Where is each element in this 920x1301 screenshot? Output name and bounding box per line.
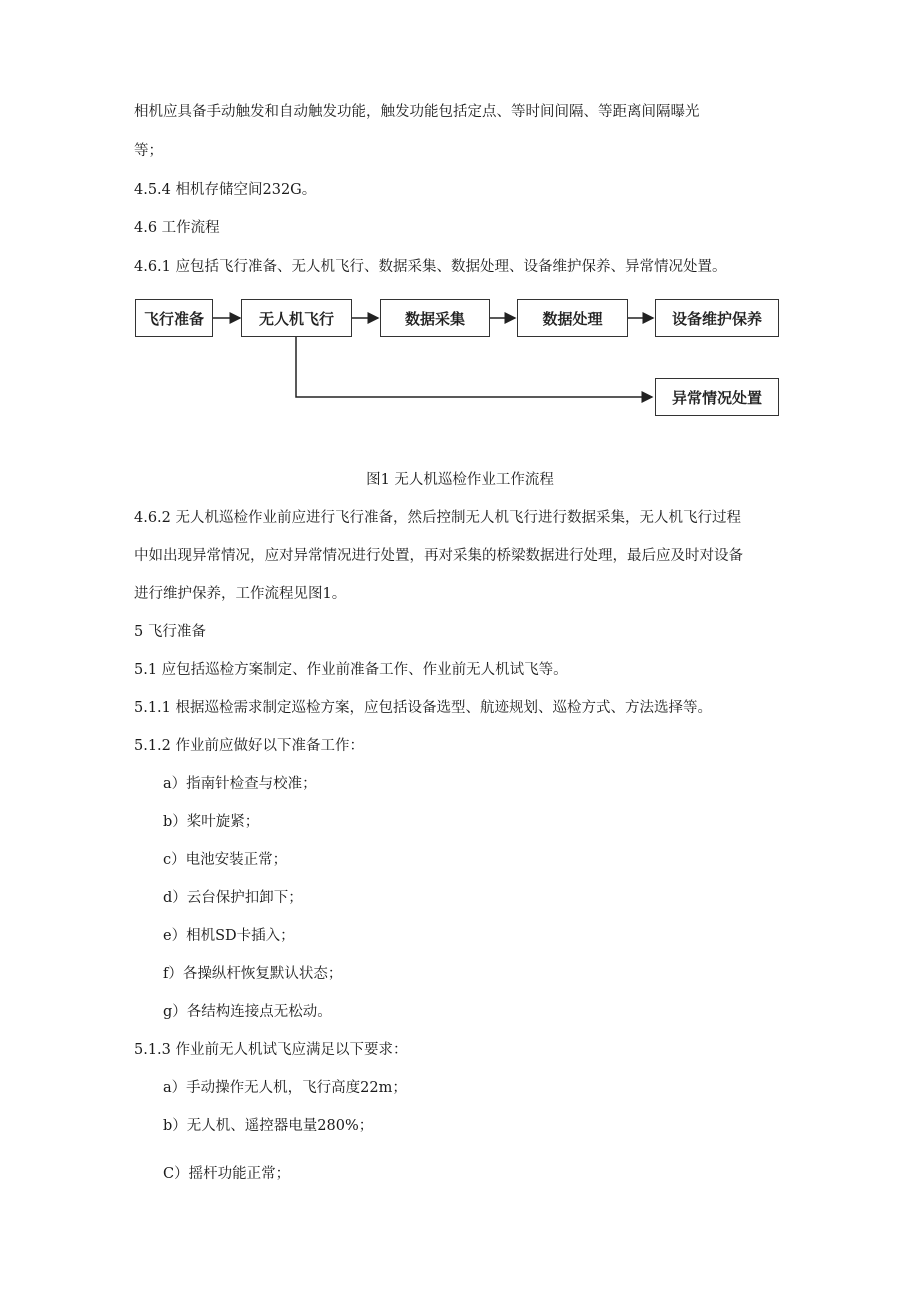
section-5-1: 5.1 应包括巡检方案制定、作业前准备工作、作业前无人机试飞等。 <box>134 662 568 678</box>
section-4-6-2-line2: 中如出现异常情况，应对异常情况进行处置，再对采集的桥梁数据进行处理，最后应及时对设备 <box>134 548 743 564</box>
flowchart-connectors <box>0 0 920 440</box>
list-item: b）无人机、遥控器电量280%； <box>163 1118 374 1134</box>
list-item: b）桨叶旋紧； <box>163 814 260 830</box>
heading-5: 5 飞行准备 <box>134 624 206 640</box>
flow-box-data-collection: 数据采集 <box>380 299 490 337</box>
paragraph-camera-trigger-line1: 相机应具备手动触发和自动触发功能，触发功能包括定点、等时间间隔、等距离间隔曝光 <box>134 104 700 120</box>
heading-4-6: 4.6 工作流程 <box>134 220 220 236</box>
figure-caption: 图1 无人机巡检作业工作流程 <box>366 472 554 488</box>
list-item: C）摇杆功能正常； <box>163 1166 291 1182</box>
section-4-6-2-line1: 4.6.2 无人机巡检作业前应进行飞行准备，然后控制无人机飞行进行数据采集，无人机飞行过程 <box>134 510 741 526</box>
list-item: d）云台保护扣卸下； <box>163 890 303 906</box>
flow-box-maintenance: 设备维护保养 <box>655 299 779 337</box>
section-4-6-1: 4.6.1 应包括飞行准备、无人机飞行、数据采集、数据处理、设备维护保养、异常情况处置。 <box>134 259 727 275</box>
list-item: g）各结构连接点无松动。 <box>163 1004 332 1020</box>
flow-box-uav-flight: 无人机飞行 <box>241 299 352 337</box>
section-5-1-2: 5.1.2 作业前应做好以下准备工作： <box>134 738 365 754</box>
flow-box-data-processing: 数据处理 <box>517 299 628 337</box>
list-item: a）指南针检查与校准； <box>163 776 317 792</box>
arrow-fly-to-abnormal <box>296 337 652 397</box>
section-5-1-3: 5.1.3 作业前无人机试飞应满足以下要求： <box>134 1042 408 1058</box>
section-5-1-1: 5.1.1 根据巡检需求制定巡检方案，应包括设备选型、航迹规划、巡检方式、方法选择等。 <box>134 700 712 716</box>
list-item: c）电池安装正常； <box>163 852 288 868</box>
section-4-6-2-line3: 进行维护保养，工作流程见图1。 <box>134 586 347 602</box>
list-item: a）手动操作无人机，飞行高度22m； <box>163 1080 407 1096</box>
list-item: e）相机SD卡插入； <box>163 928 295 944</box>
section-4-5-4: 4.5.4 相机存储空间232G。 <box>134 182 317 198</box>
paragraph-camera-trigger-line2: 等； <box>134 143 163 159</box>
list-item: f）各操纵杆恢复默认状态； <box>163 966 343 982</box>
flow-box-abnormal-handling: 异常情况处置 <box>655 378 779 416</box>
flow-box-flight-prep: 飞行准备 <box>135 299 213 337</box>
